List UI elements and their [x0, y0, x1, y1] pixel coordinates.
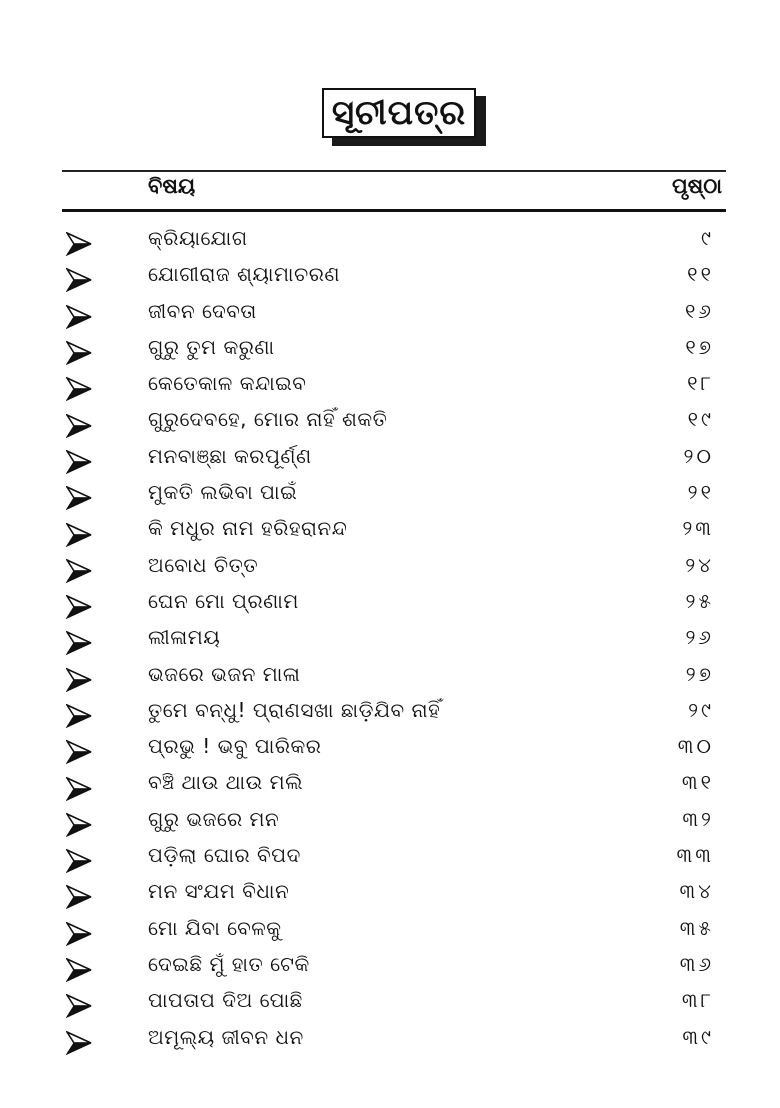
arrowhead-bullet-icon — [66, 704, 92, 728]
toc-entry-page-number: ୨୩ — [682, 516, 714, 541]
toc-entry — [62, 476, 726, 512]
toc-entry — [62, 730, 726, 766]
toc-entry-title: ମୁକତି ଲଭିବା ପାଇଁ — [148, 480, 298, 505]
toc-entry — [62, 694, 726, 730]
toc-entry-title: ଅମୂଲ୍ୟ ଜୀବନ ଧନ — [148, 1024, 304, 1049]
toc-entry-page-number: ୨୧ — [687, 480, 714, 505]
page-title-box — [322, 88, 476, 136]
toc-entry-page-number: ୧୬ — [685, 298, 714, 323]
toc-entry — [62, 258, 726, 294]
arrowhead-bullet-icon — [66, 813, 92, 837]
toc-entry-page-number: ୧୧ — [687, 262, 714, 287]
toc-entry-title: ଗୁରୁ ଭଜରେ ମନ — [148, 806, 280, 831]
toc-entry-title: ମନବାଞ୍ଛା କରପୂର୍ଣ୍ଣ — [148, 443, 312, 468]
toc-entry-page-number: ୩୨ — [682, 806, 714, 831]
arrowhead-bullet-icon — [66, 668, 92, 692]
toc-entry — [62, 549, 726, 585]
arrowhead-bullet-icon — [66, 268, 92, 292]
toc-entry — [62, 984, 726, 1020]
arrowhead-bullet-icon — [66, 958, 92, 982]
arrowhead-bullet-icon — [66, 740, 92, 764]
toc-entry — [62, 766, 726, 802]
toc-entry — [62, 621, 726, 657]
toc-entry-page-number: ୨୭ — [685, 661, 714, 686]
column-header-page: ପୃଷ୍ଠା — [671, 174, 722, 198]
toc-entry — [62, 440, 726, 476]
column-header-subject: ବିଷୟ — [148, 174, 196, 198]
arrowhead-bullet-icon — [66, 414, 92, 438]
toc-entry-page-number: ୩୮ — [681, 988, 714, 1013]
toc-entry-page-number: ୧୯ — [687, 407, 714, 432]
toc-entry-page-number: ୩୪ — [679, 879, 714, 904]
arrowhead-bullet-icon — [66, 849, 92, 873]
toc-entry-page-number: ୩୩ — [676, 843, 714, 868]
arrowhead-bullet-icon — [66, 922, 92, 946]
toc-entry — [62, 222, 726, 258]
arrowhead-bullet-icon — [66, 1031, 92, 1055]
toc-entry-page-number: ୨୪ — [685, 552, 714, 577]
toc-entry — [62, 912, 726, 948]
arrowhead-bullet-icon — [66, 486, 92, 510]
toc-entry-title: ପଡ଼ିଲା ଘୋର ବିପଦ — [148, 843, 301, 868]
toc-entry-page-number: ୩୦ — [677, 734, 714, 759]
toc-entry-page-number: ୨୬ — [685, 625, 714, 650]
toc-entry — [62, 803, 726, 839]
toc-entry-page-number: ୩୧ — [681, 770, 714, 795]
page-title: ସୂଚୀପତ୍ର — [322, 88, 476, 138]
toc-entry — [62, 875, 726, 911]
toc-entry-page-number: ୨୦ — [683, 443, 714, 468]
header-bottom-rule — [62, 209, 726, 212]
toc-entry-title: ଘେନ ମୋ ପ୍ରଣାମ — [148, 588, 299, 613]
toc-entry-page-number: ୯ — [701, 226, 714, 250]
toc-entry — [62, 295, 726, 331]
toc-entry-title: ଲୀଳାମୟ — [148, 625, 221, 650]
toc-entry-title: ଅବୋଧ ଚିତ୍ତ — [148, 552, 259, 577]
toc-entry-title: ପାପତାପ ଦିଅ ପୋଛି — [148, 988, 303, 1013]
toc-entry-title: ମନ ସଂଯମ ବିଧାନ — [148, 879, 290, 904]
toc-entry-page-number: ୨୫ — [685, 588, 714, 613]
toc-entry-page-number: ୩୫ — [679, 915, 714, 940]
arrowhead-bullet-icon — [66, 885, 92, 909]
toc-entry-page-number: ୧୮ — [687, 371, 714, 396]
toc-entry-title: ଜୀବନ ଦେବତା — [148, 298, 257, 323]
toc-entry — [62, 948, 726, 984]
toc-entry — [62, 658, 726, 694]
arrowhead-bullet-icon — [66, 994, 92, 1018]
table-of-contents — [62, 222, 726, 1057]
toc-entry-title: ଗୁରୁଦେବହେ, ମୋର ନାହିଁ ଶକତି — [148, 407, 388, 432]
arrowhead-bullet-icon — [66, 305, 92, 329]
toc-entry-title: କି ମଧୁର ନାମ ହରିହରାନନ୍ଦ — [148, 516, 348, 541]
toc-entry-title: ତୁମେ ବନ୍ଧୁ! ପ୍ରାଣସଖା ଛାଡ଼ିଯିବ ନାହିଁ — [148, 697, 441, 722]
arrowhead-bullet-icon — [66, 341, 92, 365]
toc-entry-page-number: ୩୯ — [682, 1024, 714, 1049]
toc-entry-page-number: ୨୯ — [688, 697, 714, 722]
toc-entry-page-number: ୧୭ — [685, 334, 714, 359]
toc-entry-title: ଗୁରୁ ତୁମ କରୁଣା — [148, 334, 275, 359]
toc-entry-title: ଭଜରେ ଭଜନ ମାଳା — [148, 661, 301, 686]
arrowhead-bullet-icon — [66, 559, 92, 583]
toc-entry-title: କ୍ରିୟାଯୋଗ — [148, 226, 248, 250]
toc-entry — [62, 512, 726, 548]
arrowhead-bullet-icon — [66, 631, 92, 655]
arrowhead-bullet-icon — [66, 777, 92, 801]
toc-entry-page-number: ୩୬ — [679, 951, 714, 976]
arrowhead-bullet-icon — [66, 523, 92, 547]
toc-entry — [62, 839, 726, 875]
arrowhead-bullet-icon — [66, 450, 92, 474]
arrowhead-bullet-icon — [66, 377, 92, 401]
toc-entry-title: ବଞ୍ଚି ଥାଉ ଥାଉ ମଲି — [148, 770, 303, 795]
toc-entry-title: ମୋ ଯିବା ବେଳକୁ — [148, 915, 282, 940]
toc-entry-title: ପ୍ରଭୁ ! ଭବୁ ପାରିକର — [148, 734, 322, 759]
toc-entry — [62, 331, 726, 367]
arrowhead-bullet-icon — [66, 232, 92, 256]
toc-entry-title: ଦେଇଛି ମୁଁ ହାତ ଟେକି — [148, 951, 310, 976]
toc-entry — [62, 403, 726, 439]
toc-entry — [62, 585, 726, 621]
toc-entry — [62, 367, 726, 403]
arrowhead-bullet-icon — [66, 595, 92, 619]
toc-entry — [62, 1021, 726, 1057]
toc-entry-title: କେତେକାଳ କନ୍ଦାଇବ — [148, 371, 307, 396]
toc-entry-title: ଯୋଗୀରାଜ ଶ୍ୟାମାଚରଣ — [148, 262, 340, 287]
header-top-rule — [62, 170, 726, 172]
